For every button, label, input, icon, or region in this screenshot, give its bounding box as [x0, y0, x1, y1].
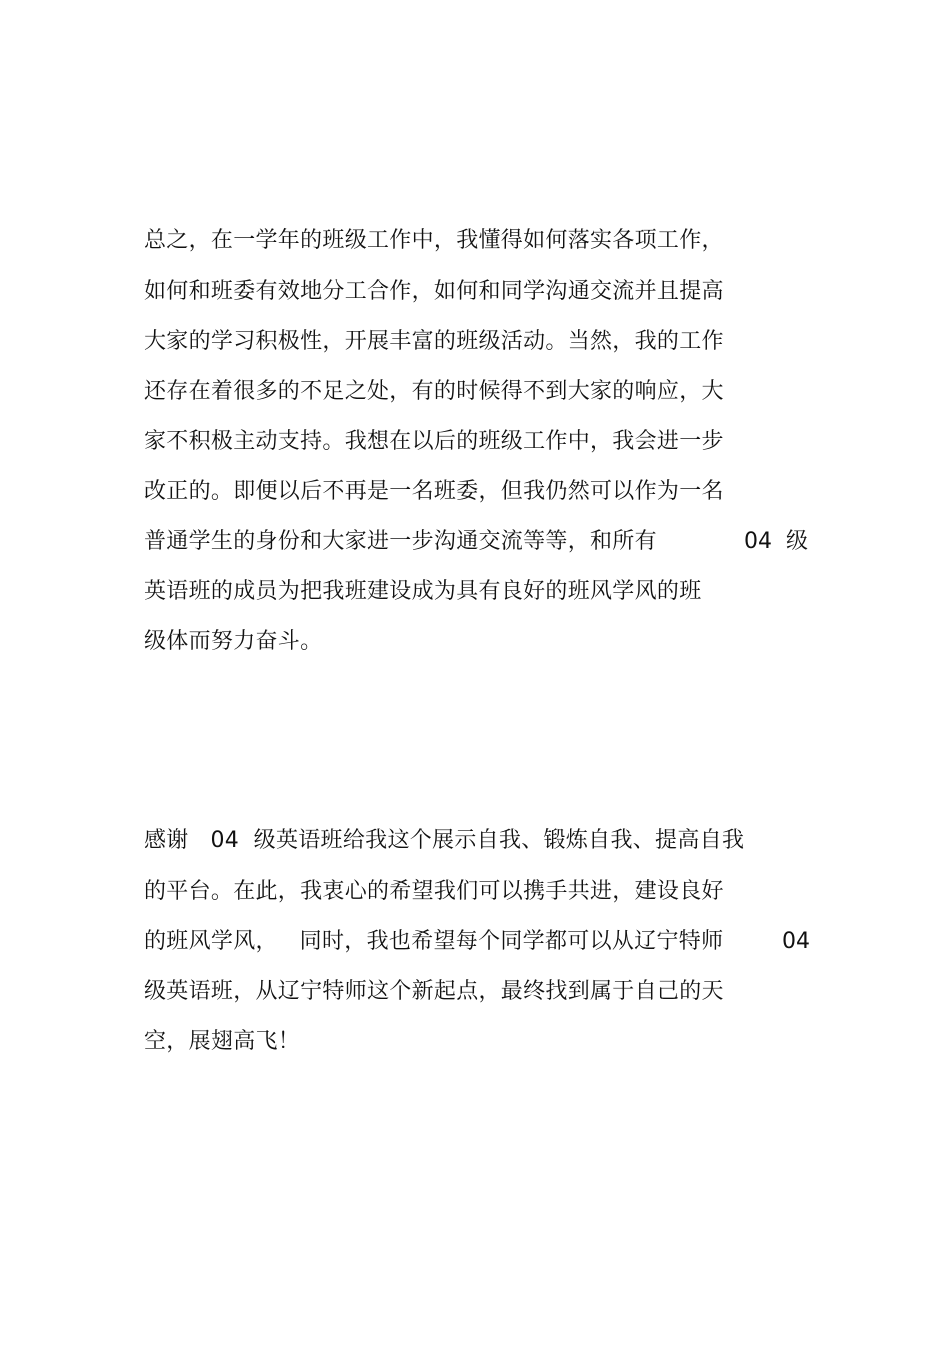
text-line: 级英语班，从辽宁特师这个新起点，最终找到属于自己的天 [144, 979, 724, 1004]
text-line: 还存在着很多的不足之处，有的时候得不到大家的响应，大 [144, 379, 724, 404]
text-line: 家不积极主动支持。我想在以后的班级工作中，我会进一步 [144, 429, 724, 454]
text-line: 如何和班委有效地分工合作，如何和同学沟通交流并且提高 [144, 279, 724, 304]
text-line: 改正的。即便以后不再是一名班委，但我仍然可以作为一名 [144, 479, 724, 504]
text-line: 空，展翅高飞！ [144, 1029, 301, 1054]
text-line-tail: 04 级 [744, 529, 808, 554]
text-line: 大家的学习积极性，开展丰富的班级活动。当然，我的工作 [144, 329, 724, 354]
text-line: 感谢 04 级英语班给我这个展示自我、锻炼自我、提高自我 [144, 828, 745, 853]
text-line: 的平台。在此，我衷心的希望我们可以携手共进，建设良好 [144, 879, 724, 904]
text-line: 英语班的成员为把我班建设成为具有良好的班风学风的班 [144, 579, 702, 604]
text-line: 级体而努力奋斗。 [144, 629, 323, 654]
text-line-tail: 04 [782, 929, 810, 954]
text-line: 总之，在一学年的班级工作中，我懂得如何落实各项工作， [144, 228, 724, 253]
text-line: 的班风学风， 同时，我也希望每个同学都可以从辽宁特师 [144, 929, 724, 954]
text-line: 普通学生的身份和大家进一步沟通交流等等，和所有 [144, 529, 657, 554]
